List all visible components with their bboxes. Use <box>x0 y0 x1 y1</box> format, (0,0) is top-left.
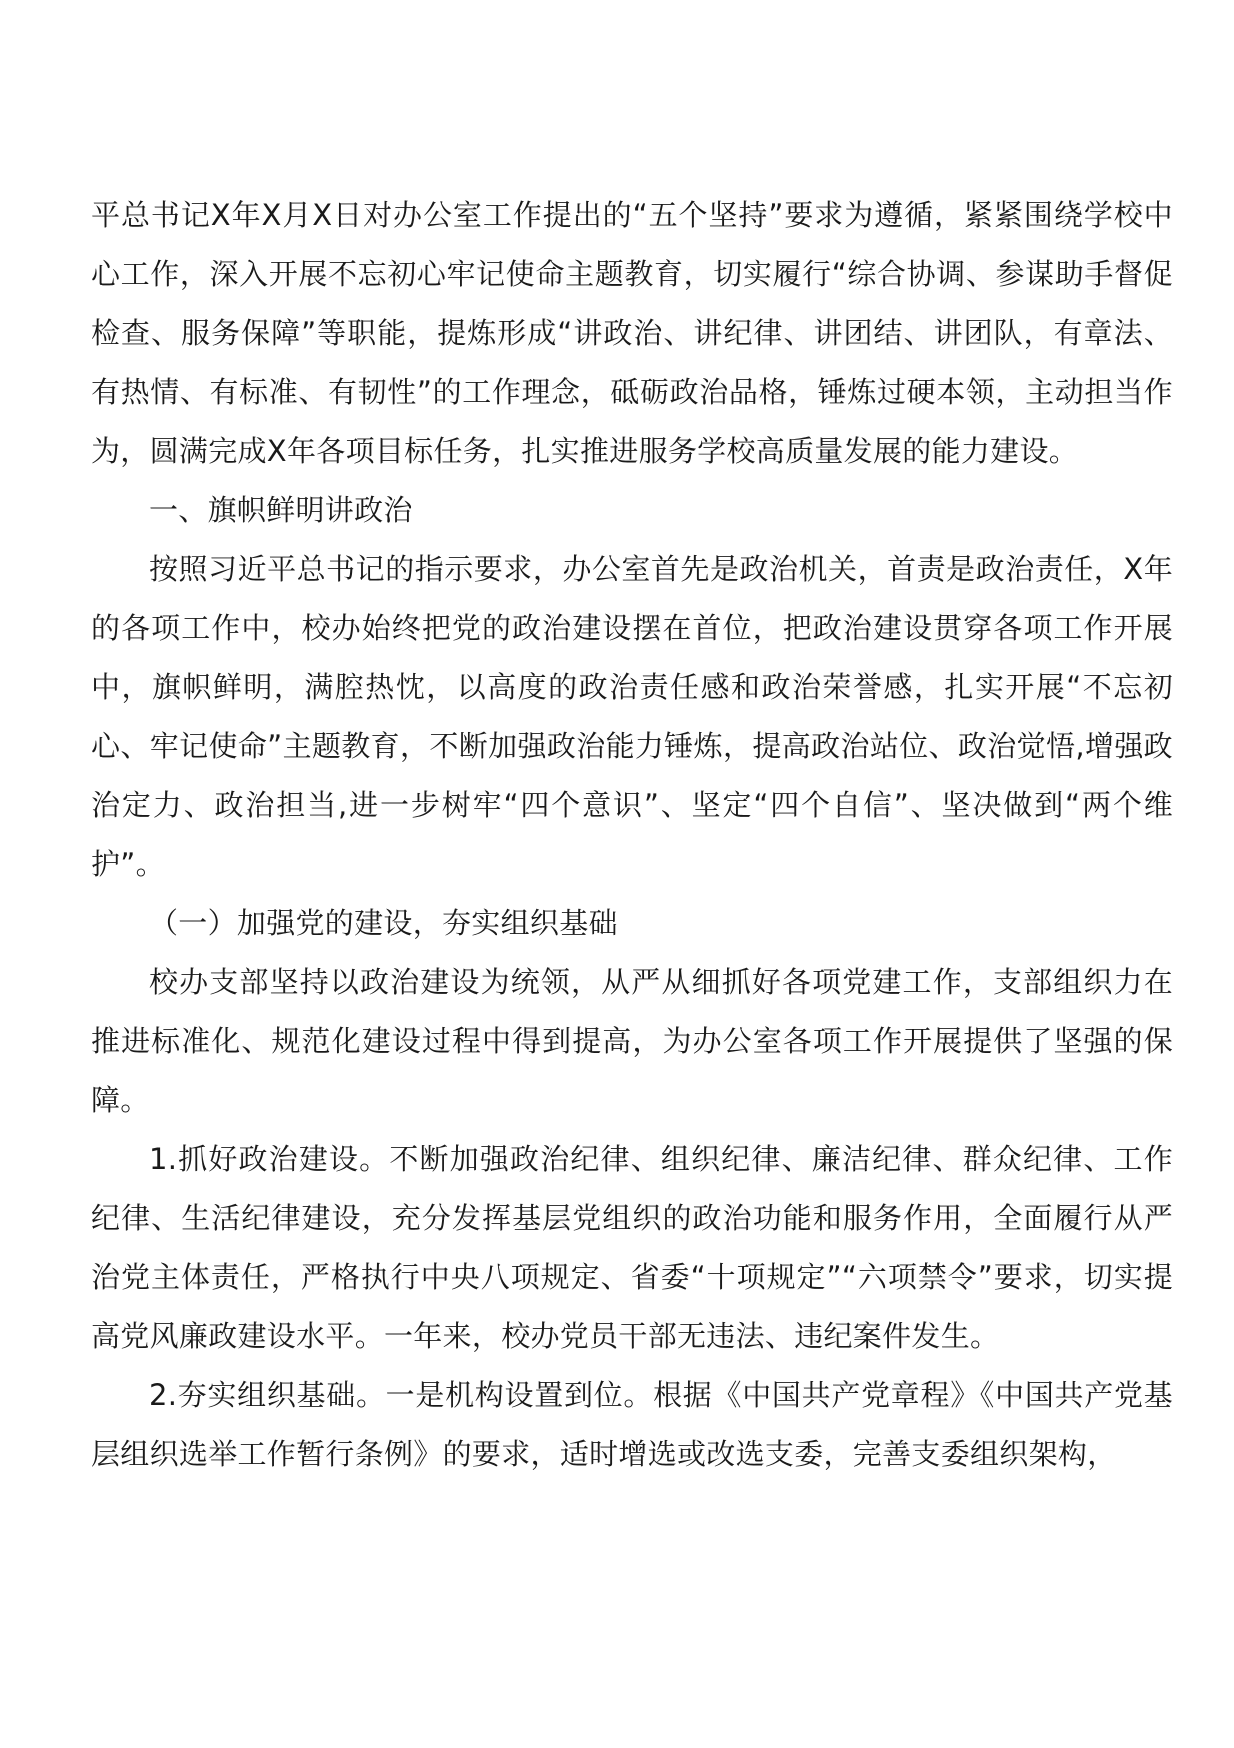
politics-paragraph: 按照习近平总书记的指示要求，办公室首先是政治机关，首责是政治责任，X年的各项工作中，校办始终把党的政治建设摆在首位，把政治建设贯穿各项工作开展中，旗帜鲜明，满腔热忱，以高度的政治责任感和政治荣誉感，扎实开展“不忘初心、牢记使命”主题教育，不断加强政治能力锤炼，提高政治站位、政治觉悟,增强政治定力、政治担当,进一步树牢“四个意识”、坚定“四个自信”、坚决做到“两个维护”。 <box>91 552 1173 881</box>
subsection-heading-1: （一）加强党的建设，夯实组织基础 <box>149 906 618 940</box>
intro-paragraph: 平总书记X年X月X日对办公室工作提出的“五个坚持”要求为遵循，紧紧围绕学校中心工作，深入开展不忘初心牢记使命主题教育，切实履行“综合协调、参谋助手督促检查、服务保障”等职能，提炼形成“讲政治、讲纪律、讲团结、讲团队，有章法、有热情、有标准、有韧性”的工作理念，砥砺政治品格，锤炼过硬本领，主动担当作为，圆满完成X年各项目标任务，扎实推进服务学校高质量发展的能力建设。 <box>91 198 1173 468</box>
branch-paragraph: 校办支部坚持以政治建设为统领，从严从细抓好各项党建工作，支部组织力在推进标准化、规范化建设过程中得到提高，为办公室各项工作开展提供了坚强的保障。 <box>91 965 1173 1117</box>
document-body <box>91 186 1173 1484</box>
item-2-paragraph: 2.夯实组织基础。一是机构设置到位。根据《中国共产党章程》《中国共产党基层组织选举工作暂行条例》的要求，适时增选或改选支委，完善支委组织架构， <box>91 1378 1173 1471</box>
item-1-paragraph: 1.抓好政治建设。不断加强政治纪律、组织纪律、廉洁纪律、群众纪律、工作纪律、生活纪律建设，充分发挥基层党组织的政治功能和服务作用，全面履行从严治党主体责任，严格执行中央八项规定、省委“十项规定”“六项禁令”要求，切实提高党风廉政建设水平。一年来，校办党员干部无违法、违纪案件发生。 <box>91 1142 1173 1353</box>
section-heading-1: 一、旗帜鲜明讲政治 <box>149 493 413 527</box>
